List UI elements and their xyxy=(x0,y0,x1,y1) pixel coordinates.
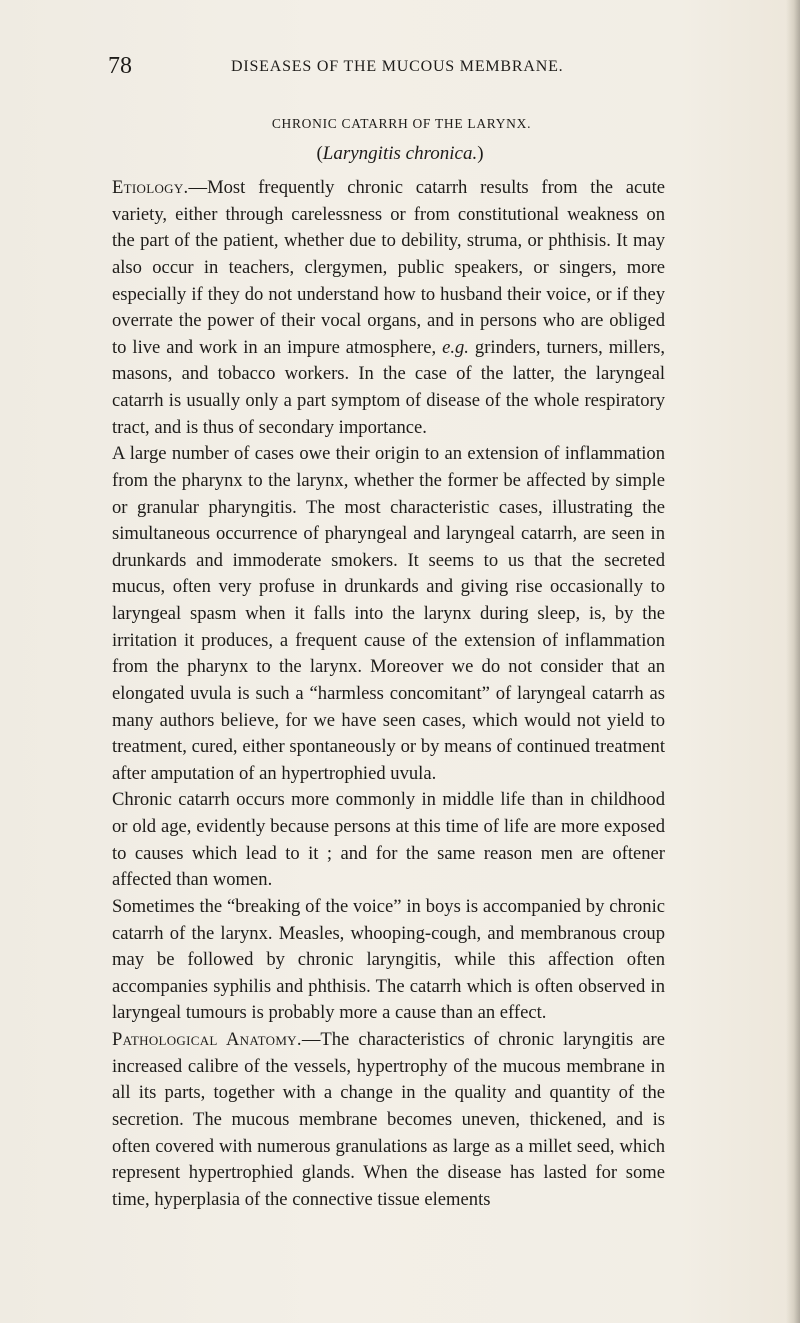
running-title: DISEASES OF THE MUCOUS MEMBRANE. xyxy=(231,58,564,75)
subtitle-close-paren: ) xyxy=(477,143,484,164)
page-gutter-shadow xyxy=(786,0,800,1323)
body-text xyxy=(112,175,665,1213)
page-number: 78 xyxy=(108,53,132,79)
paragraph-pharynx-extension: A large number of cases owe their origin to an extension of inflammation from the pharynx to the larynx, whether the former be affected by simple or granular pharyngitis. The most characteristic cases, illustrating the simultaneous occurrence of pharyngeal and laryngeal catarrh, are seen in drunkards and immoderate smokers. It seems to us that the secreted mucus, often very profuse in drunkards and giving rise occasionally to laryngeal spasm when it falls into the larynx during sleep, is, by the irritation it produces, a frequent cause of the extension of inflammation from the pharynx to the larynx. Moreover we do not consider that an elongated uvula is such a “harmless concomitant” of laryngeal catarrh as many authors believe, for we have seen cases, which would not yield to treatment, cured, either spontaneously or by means of continued treatment after amputation of an hypertrophied uvula. xyxy=(112,443,665,784)
etiology-heading: Etiology. xyxy=(112,177,189,198)
paragraph-pathology xyxy=(112,1027,665,1213)
paragraph-etiology xyxy=(112,175,665,441)
subtitle-latin-name: Laryngitis chronica. xyxy=(322,143,478,164)
pathology-text: —The characteristics of chronic laryngitis are increased calibre of the vessels, hypertrophy of the mucous membrane in all its parts, together with a change in the quality and quantity of the secretion. The mucous membrane becomes uneven, thickened, and is often covered with numerous granulations as large as a millet seed, which represent hypertrophied glands. When the disease has lasted for some time, hyperplasia of the connective tissue elements xyxy=(112,1029,665,1210)
running-head xyxy=(108,52,608,80)
etiology-eg: e.g. xyxy=(442,336,469,358)
pathology-heading: Pathological Anatomy. xyxy=(112,1029,302,1050)
subtitle-open-paren: ( xyxy=(316,143,323,164)
section-title: CHRONIC CATARRH OF THE LARYNX. xyxy=(271,116,532,131)
etiology-text: —Most frequently chronic catarrh results from the acute variety, either through carelessness or from constitutional weakness on the part of the patient, whether due to debility, struma, or phthisis. It may also occur in teachers, clergymen, public speakers, or singers, more especially if they do not understand how to husband their voice, or if they overrate the power of their vocal organs, and in persons who are obliged to live and work in an impure atmosphere, xyxy=(112,177,665,358)
section-subtitle xyxy=(0,143,800,165)
paragraph-age-incidence: Chronic catarrh occurs more commonly in middle life than in childhood or old age, evidently because persons at this time of life are more exposed to causes which lead to it ; and for the same reason men are oftener affected than women. xyxy=(112,789,665,891)
paragraph-associated-diseases: Sometimes the “breaking of the voice” in boys is accompanied by chronic catarrh of the larynx. Measles, whooping-cough, and membranous croup may be followed by chronic laryngitis, while this affection often accompanies syphilis and phthisis. The catarrh which is often observed in laryngeal tumours is probably more a cause than an effect. xyxy=(112,895,665,1024)
etiology-text-end: grinders, turners, millers, masons, and tobacco workers. In the case of the latter, the laryngeal catarrh is usually only a part symptom of disease of the whole respiratory tract, and is thus of secondary importance. xyxy=(112,336,665,438)
